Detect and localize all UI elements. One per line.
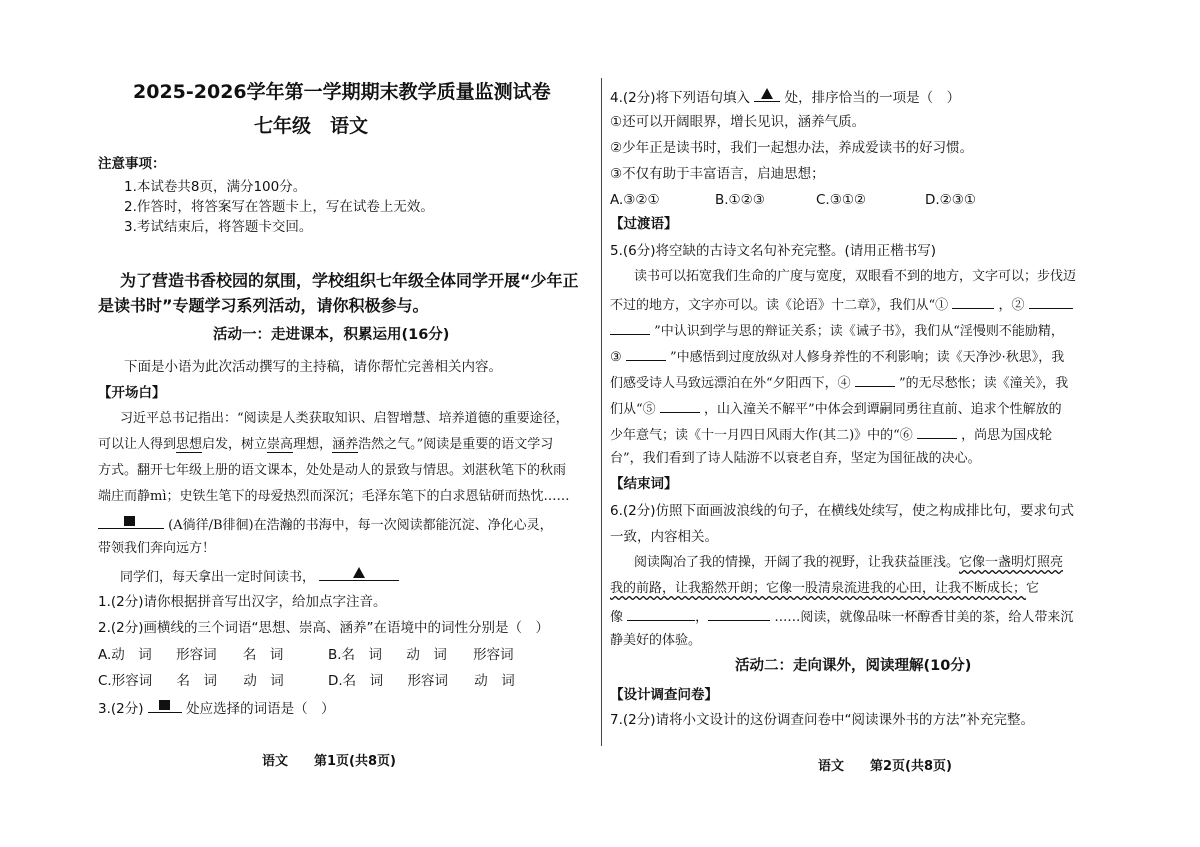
opening-text: 同学们，每天拿出一定时间读书， (120, 566, 399, 587)
wavy-underlined-sentence: 我的前路，让我豁然开朗；它像一股清泉流进我的心田，让我不断成长； (610, 581, 1027, 596)
activity-2-title: 活动二：走向课外，阅读理解(10分) (735, 658, 972, 674)
q4-sentence: ①还可以开阔眼界，增长见识，涵养气质。 (610, 114, 866, 130)
answer-blank[interactable] (98, 514, 164, 529)
underlined-word-chonggao: 崇高 (267, 437, 294, 452)
answer-blank[interactable] (319, 566, 399, 581)
answer-blank[interactable] (855, 372, 895, 387)
q6-text: 阅读陶冶了我的情操，开阔了我的视野，让我获益匪浅。它像一盏明灯照亮 (634, 555, 1064, 570)
opening-text: (A徜徉/B徘徊)在浩瀚的书海中，每一次阅读都能沉淀、净化心灵， (98, 514, 553, 535)
opening-text: 可以让人得到思想启发，树立崇高理想，涵养浩然之气。”阅读是重要的语文学习 (98, 437, 554, 452)
closing-label: 【结束词】 (610, 476, 678, 492)
exam-page-2 (600, 0, 1200, 847)
answer-blank[interactable] (610, 320, 650, 335)
intro-text: 是读书时”专题学习系列活动，请你积极参与。 (98, 296, 429, 315)
answer-blank[interactable] (754, 87, 780, 102)
intro-text: 为了营造书香校园的氛围，学校组织七年级全体同学开展“少年正 (120, 271, 579, 290)
square-marker-icon (159, 700, 170, 710)
notice-item: 1.本试卷共8页，满分100分。 (124, 179, 307, 195)
question-6: 一致，内容相关。 (610, 529, 718, 545)
notice-item: 3.考试结束后，将答题卡交回。 (124, 219, 313, 235)
q5-text: 们感受诗人马致远漂泊在外“夕阳西下，④ ”的无尽愁怅；读《潼关》，我 (610, 372, 1068, 393)
notice-heading: 注意事项： (98, 156, 166, 172)
q5-text: ③ ”中感悟到过度放纵对人修身养性的不利影响；读《天净沙·秋思》，我 (610, 346, 1064, 367)
square-marker-icon (124, 516, 135, 526)
answer-blank[interactable] (708, 606, 770, 621)
activity-1-instruction: 下面是小语为此次活动撰写的主持稿，请你帮忙完善相关内容。 (124, 359, 502, 375)
q6-text: 静美好的体验。 (610, 633, 702, 648)
answer-blank[interactable] (917, 424, 957, 439)
q4-option-b[interactable]: B.①②③ (715, 192, 765, 208)
q5-text: 读书可以拓宽我们生命的广度与宽度，双眼看不到的地方，文字可以；步伐迈 (634, 269, 1077, 284)
q4-option-d[interactable]: D.②③① (925, 192, 976, 208)
q2-option-d[interactable]: D.名 词 形容词 动 词 (328, 673, 515, 689)
question-4: 4.(2分)将下列语句填入 处，排序恰当的一项是（ ） (610, 87, 960, 107)
triangle-marker-icon (353, 567, 365, 578)
underlined-word-sixiang: 思想 (176, 437, 203, 452)
survey-label: 【设计调查问卷】 (610, 687, 718, 703)
wavy-underlined-sentence: 它像一盏明灯照亮 (959, 555, 1064, 570)
q5-text: 少年意气；读《十一月四日风雨大作(其二)》中的“⑥ ，尚思为国戍轮 (610, 424, 1052, 445)
question-1: 1.(2分)请你根据拼音写出汉字，给加点字注音。 (98, 594, 387, 610)
q2-option-a[interactable]: A.动 词 形容词 名 词 (98, 647, 284, 663)
q6-text: 像 ， ……阅读，就像品味一杯醇香甘美的茶，给人带来沉 (610, 606, 1073, 627)
question-2: 2.(2分)画横线的三个词语“思想、崇高、涵养”在语境中的词性分别是（ ） (98, 620, 549, 636)
page-footer: 语文 第2页(共8页) (818, 759, 952, 774)
page-footer: 语文 第1页(共8页) (262, 754, 396, 769)
opening-label: 【开场白】 (98, 385, 166, 401)
opening-text: 方式。翻开七年级上册的语文课本，处处是动人的景致与情思。刘湛秋笔下的秋雨 (98, 463, 567, 478)
answer-blank[interactable] (1029, 294, 1073, 309)
activity-1-title: 活动一：走进课本，积累运用(16分) (213, 327, 450, 343)
q5-text: ”中认识到学与思的辩证关系；读《诫子书》，我们从“淫慢则不能励精， (610, 320, 1064, 341)
q4-sentence: ③不仅有助于丰富语言，启迪思想； (610, 166, 825, 182)
notice-item: 2.作答时，将答案写在答题卡上，写在试卷上无效。 (124, 199, 434, 215)
q2-option-b[interactable]: B.名 词 动 词 形容词 (328, 647, 514, 663)
q5-text: 不过的地方，文字亦可以。读《论语》十二章》，我们从“① ，② (610, 294, 1073, 315)
q4-option-c[interactable]: C.③①② (816, 192, 867, 208)
q4-sentence: ②少年正是读书时，我们一起想办法，养成爱读书的好习惯。 (610, 140, 974, 156)
answer-blank[interactable] (627, 606, 695, 621)
exam-subtitle: 七年级 语文 (254, 115, 369, 137)
question-7: 7.(2分)请将小文设计的这份调查问卷中“阅读课外书的方法”补充完整。 (610, 712, 1034, 728)
exam-title: 2025-2026学年第一学期期末教学质量监测试卷 (133, 81, 551, 103)
answer-blank[interactable] (148, 698, 182, 713)
answer-blank[interactable] (626, 346, 666, 361)
underlined-word-hanyang: 涵养 (332, 437, 359, 452)
q6-text: 我的前路，让我豁然开朗；它像一股清泉流进我的心田，让我不断成长；它 (610, 581, 1040, 596)
q5-text: 台”，我们看到了诗人陆游不以衰老自弃，坚定为国征战的决心。 (610, 451, 981, 466)
answer-blank[interactable] (952, 294, 994, 309)
triangle-marker-icon (761, 88, 773, 99)
opening-text: 端庄而静mì；史铁生笔下的母爱热烈而深沉；毛泽东笔下的白求恩钻研而热忱…… (98, 489, 570, 504)
opening-text: 带领我们奔向远方！ (98, 541, 216, 556)
question-6: 6.(2分)仿照下面画波浪线的句子，在横线处续写，使之构成排比句，要求句式 (610, 503, 1075, 519)
q4-option-a[interactable]: A.③②① (610, 192, 660, 208)
opening-text: 习近平总书记指出：“阅读是人类获取知识、启智增慧、培养道德的重要途径， (120, 411, 569, 426)
question-3: 3.(2分) 处应选择的词语是（ ） (98, 698, 335, 718)
answer-blank[interactable] (660, 398, 700, 413)
transition-label: 【过渡语】 (610, 216, 678, 232)
question-5: 5.(6分)将空缺的古诗文名句补充完整。(请用正楷书写) (610, 243, 937, 259)
q5-text: 们从“⑤ ，山入潼关不解平”中体会到谭嗣同勇往直前、追求个性解放的 (610, 398, 1062, 419)
q2-option-c[interactable]: C.形容词 名 词 动 词 (98, 673, 284, 689)
